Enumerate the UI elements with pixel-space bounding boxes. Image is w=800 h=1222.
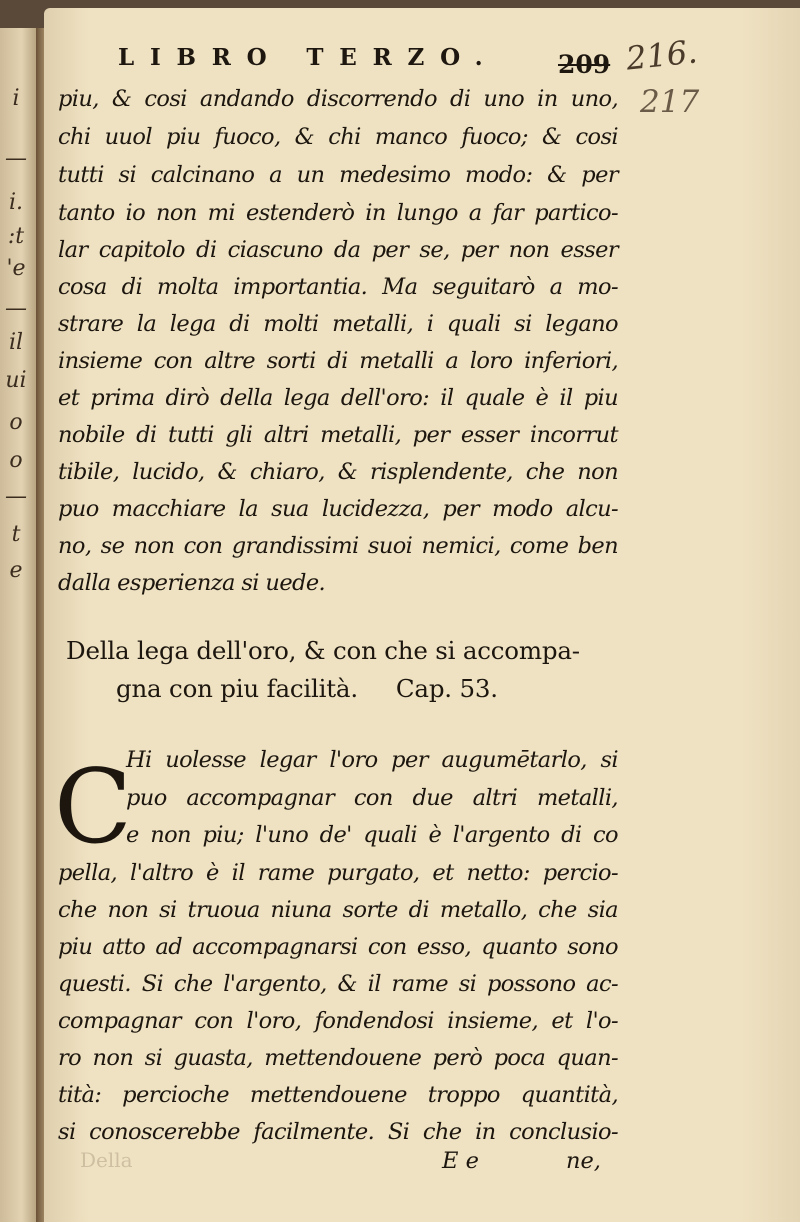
chapter-line: compagnar con l'oro, fondendosi insieme, et l'o- xyxy=(58,1008,618,1034)
chapter-line: tità: percioche mettendouene troppo quantità, xyxy=(58,1082,618,1108)
left-page-fragment: 'e xyxy=(6,256,26,281)
body-line: insieme con altre sorti di metalli a loro inferiori, xyxy=(58,348,618,374)
left-page-fragment: — xyxy=(5,484,27,509)
left-page-fragment: — xyxy=(5,296,27,321)
body-line: chi uuol piu fuoco, & chi manco fuoco; & cosi xyxy=(58,124,618,150)
chapter-line: piu atto ad accompagnarsi con esso, quanto sono xyxy=(58,934,618,960)
body-line: et prima dirò della lega dell'oro: il quale è il piu xyxy=(58,385,618,411)
chapter-line: che non si truoua niuna sorte di metallo, che sia xyxy=(58,897,618,923)
body-line: piu, & cosi andando discorrendo di uno in uno, xyxy=(58,86,618,112)
body-line: tibile, lucido, & chiaro, & risplendente, che non xyxy=(58,459,618,485)
left-page-fragment: i xyxy=(12,86,20,111)
catchword: ne, xyxy=(566,1148,601,1174)
body-line: no, se non con grandissimi suoi nemici, come ben xyxy=(58,533,618,559)
left-page-edge xyxy=(0,28,36,1222)
left-page-fragment: :t xyxy=(7,224,25,249)
handwritten-page-number: 216. xyxy=(624,32,700,78)
body-line: cosa di molta importantia. Ma seguitarò a mo- xyxy=(58,274,618,300)
left-page-fragment: o xyxy=(9,448,23,473)
left-page-fragment: o xyxy=(9,410,23,435)
body-line: tutti si calcinano a un medesimo modo: & per xyxy=(58,162,618,188)
body-line: dalla esperienza si uede. xyxy=(58,570,326,596)
chapter-heading-line-1: Della lega dell'oro, & con che si accompa- xyxy=(66,636,580,665)
body-line: strare la lega di molti metalli, i quali si legano xyxy=(58,311,618,337)
chapter-heading-line-2: gna con piu facilità. Cap. 53. xyxy=(116,674,498,703)
handwritten-margin-note: 217 xyxy=(640,84,700,120)
chapter-line: si conoscerebbe facilmente. Si che in conclusio- xyxy=(58,1119,618,1145)
chapter-line: questi. Si che l'argento, & il rame si possono ac- xyxy=(58,971,618,997)
left-page-fragment: il xyxy=(8,330,24,355)
left-page-fragment: ui xyxy=(5,368,27,393)
body-line: tanto io non mi estenderò in lungo a far partico- xyxy=(58,200,618,226)
printed-page-number: 209 xyxy=(558,50,611,79)
chapter-line: e non piu; l'uno de' quali è l'argento di co xyxy=(126,822,618,848)
chapter-line: Hi uolesse legar l'oro per augumētarlo, si xyxy=(126,747,618,773)
right-page xyxy=(44,8,800,1222)
bleed-through-text: Della xyxy=(80,1148,133,1172)
chapter-line: puo accompagnar con due altri metalli, xyxy=(126,785,618,811)
left-page-fragment: e xyxy=(9,558,23,583)
signature-mark: E e xyxy=(442,1148,479,1174)
running-title: LIBRO TERZO. xyxy=(118,44,499,71)
body-line: lar capitolo di ciascuno da per se, per non esser xyxy=(58,237,618,263)
chapter-line: pella, l'altro è il rame purgato, et netto: percio- xyxy=(58,860,618,886)
drop-cap: C xyxy=(54,748,133,867)
left-page-fragment: t xyxy=(11,522,21,547)
left-page-fragment: — xyxy=(5,146,27,171)
body-line: nobile di tutti gli altri metalli, per esser incorrut xyxy=(58,422,618,448)
chapter-line: ro non si guasta, mettendouene però poca quan- xyxy=(58,1045,618,1071)
body-line: puo macchiare la sua lucidezza, per modo alcu- xyxy=(58,496,618,522)
left-page-fragment: i. xyxy=(8,190,24,215)
